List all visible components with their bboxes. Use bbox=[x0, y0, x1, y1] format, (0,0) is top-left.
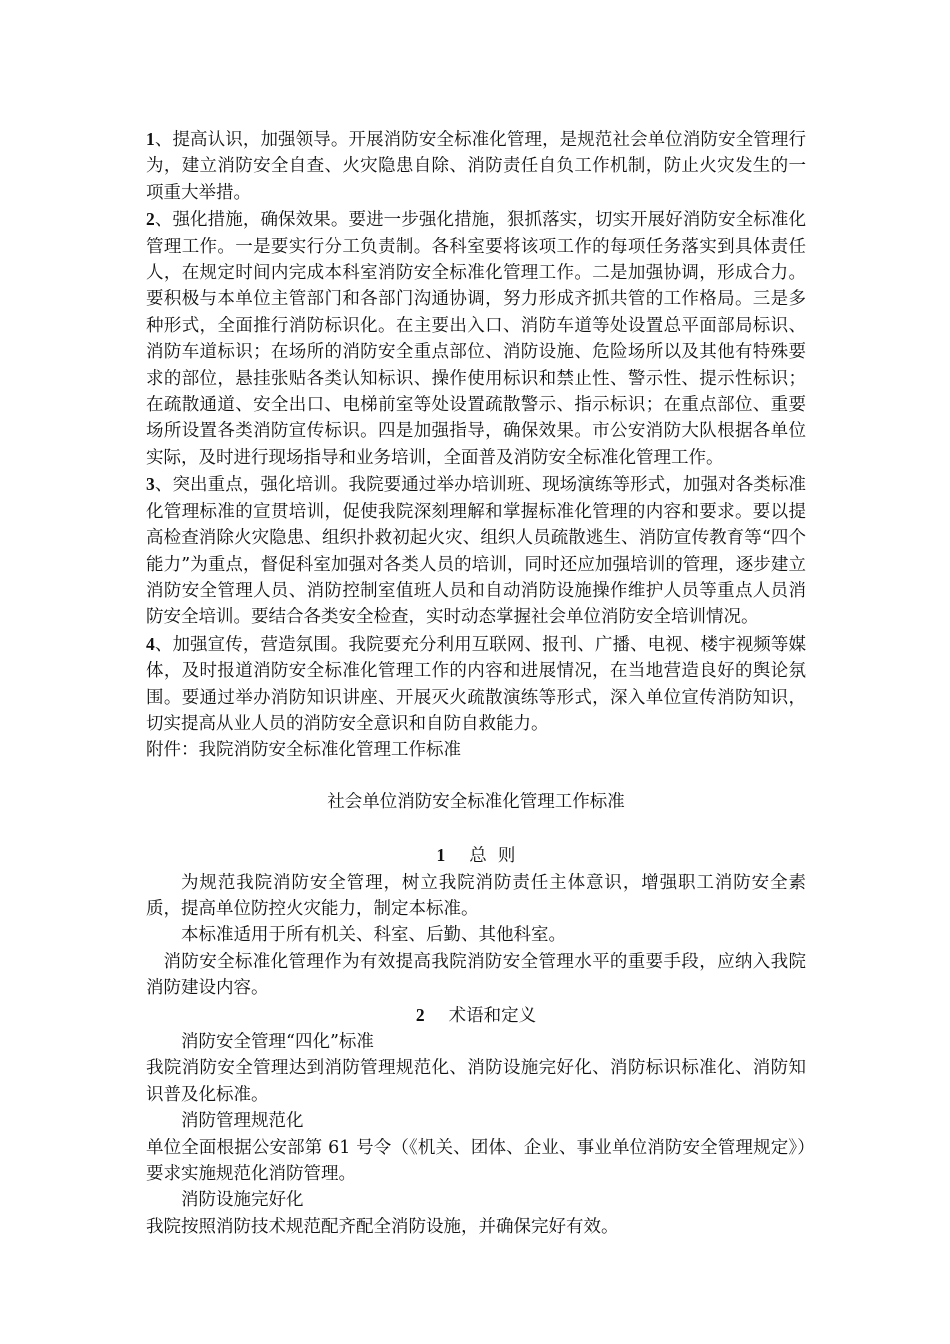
term-heading: 消防管理规范化 bbox=[181, 1111, 304, 1132]
section-title: 总 则 bbox=[469, 846, 516, 867]
section-number: 1 bbox=[436, 845, 446, 866]
term-heading: 消防安全管理“四化”标准 bbox=[181, 1032, 374, 1052]
document-page bbox=[146, 126, 806, 1240]
section-heading-1 bbox=[146, 842, 806, 869]
measure-text: 、加强宣传，营造氛围。我院要充分利用互联网、报刊、广播、电视、楼宇视频等媒体，及时报道消防安全标准化管理工作的内容和进展情况，在当地营造良好的舆论氛围。要通过举办消防知识讲座、开展灭火疏散演练等形式，深入单位宣传消防知识，切实提高从业人员的消防安全意识和自防自救能力。 bbox=[146, 634, 806, 734]
measure-number: 1 bbox=[146, 129, 155, 149]
attachment-line: 附件：我院消防安全标准化管理工作标准 bbox=[146, 740, 461, 761]
term-definition: 我院消防安全管理达到消防管理规范化、消防设施完好化、消防标识标准化、消防知识普及化标准。 bbox=[146, 1058, 806, 1105]
general-paragraph: 为规范我院消防安全管理，树立我院消防责任主体意识，增强职工消防安全素质，提高单位防控火灾能力，制定本标准。 bbox=[146, 872, 806, 919]
term-heading: 消防设施完好化 bbox=[181, 1190, 304, 1211]
measure-4 bbox=[146, 631, 806, 738]
document-title: 社会单位消防安全标准化管理工作标准 bbox=[327, 791, 625, 812]
measure-2 bbox=[146, 206, 806, 471]
measure-number: 3 bbox=[146, 474, 155, 495]
term-definition: 单位全面根据公安部第 61 号令（《机关、团体、企业、事业单位消防安全管理规定》）要求实施规范化消防管理。 bbox=[146, 1137, 806, 1185]
measure-1 bbox=[146, 126, 806, 206]
measure-number: 4 bbox=[146, 633, 155, 654]
term-definition: 我院按照消防技术规范配齐配全消防设施，并确保完好有效。 bbox=[146, 1216, 619, 1237]
measure-text: 、提高认识，加强领导。开展消防安全标准化管理，是规范社会单位消防安全管理行为，建立消防安全自查、火灾隐患自除、消防责任自负工作机制，防止火灾发生的一项重大举措。 bbox=[146, 130, 806, 203]
general-paragraph: 本标准适用于所有机关、科室、后勤、其他科室。 bbox=[181, 925, 566, 946]
measure-text: 、强化措施，确保效果。要进一步强化措施，狠抓落实，切实开展好消防安全标准化管理工作。一是要实行分工负责制。各科室要将该项工作的每项任务落实到具体责任人，在规定时间内完成本科室消防安全标准化管理工作。二是加强协调，形成合力。要积极与本单位主管部门和各部门沟通协调，努力形成齐抓共管的工作格局。三是多种形式，全面推行消防标识化。在主要出入口、消防车道等处设置总平面部局标识、消防车道标识；在场所的消防安全重点部位、消防设施、危险场所以及其他有特殊要求的部位，悬挂张贴各类认知标识、操作使用标识和禁止性、警示性、提示性标识；在疏散通道、安全出口、电梯前室等处设置疏散警示、指示标识；在重点部位、重要场所设置各类消防宣传标识。四是加强指导，确保效果。市公安消防大队根据各单位实际，及时进行现场指导和业务培训，全面普及消防安全标准化管理工作。 bbox=[146, 210, 806, 468]
general-paragraph: 消防安全标准化管理作为有效提高我院消防安全管理水平的重要手段，应纳入我院消防建设内容。 bbox=[146, 951, 806, 999]
measure-3 bbox=[146, 471, 806, 630]
section-title: 术语和定义 bbox=[448, 1005, 537, 1026]
section-number: 2 bbox=[415, 1004, 425, 1025]
measure-number: 2 bbox=[146, 209, 155, 230]
section-heading-2 bbox=[146, 1002, 806, 1029]
measure-text: 、突出重点，强化培训。我院要通过举办培训班、现场演练等形式，加强对各类标准化管理标准的宣贯培训，促使我院深刻理解和掌握标准化管理的内容和要求。要以提高检查消除火灾隐患、组织扑救初起火灾、组织人员疏散逃生、消防宣传教育等“四个能力”为重点，督促科室加强对各类人员的培训，同时还应加强培训的管理，逐步建立消防安全管理人员、消防控制室值班人员和自动消防设施操作维护人员等重点人员消防安全培训。要结合各类安全检查，实时动态掌握社会单位消防安全培训情况。 bbox=[146, 475, 806, 628]
